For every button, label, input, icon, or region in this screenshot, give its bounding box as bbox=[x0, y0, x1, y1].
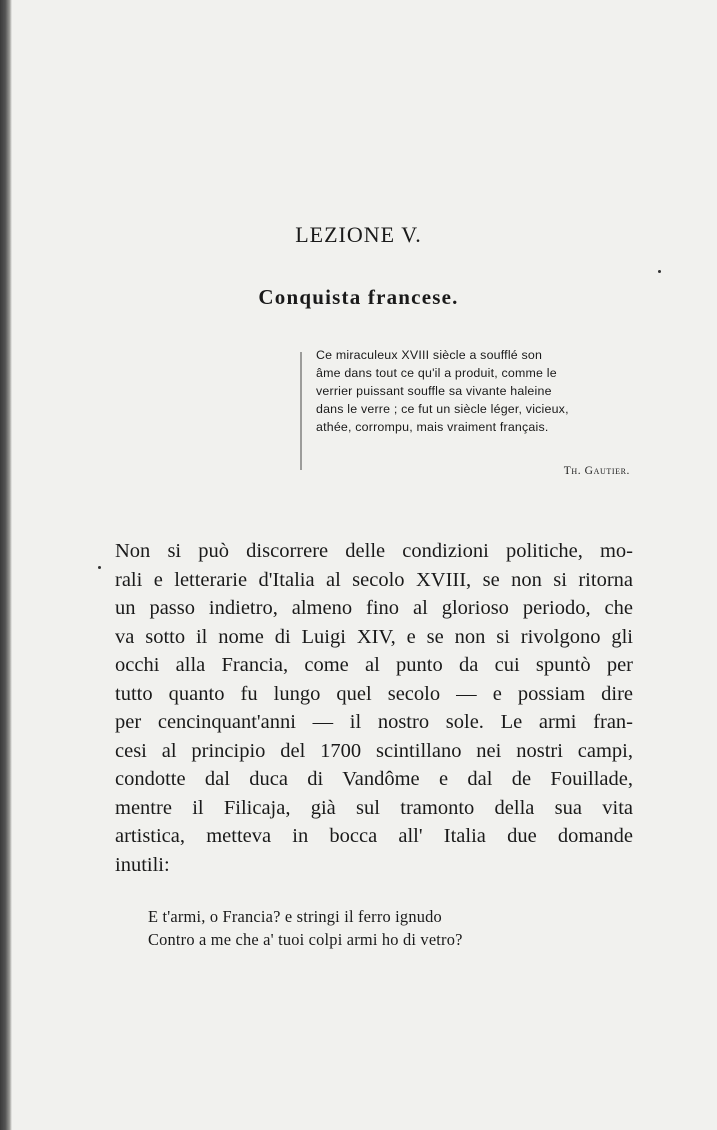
binding-shadow bbox=[0, 0, 12, 1130]
body-line: tutto quanto fu lungo quel secolo — e possiam dire bbox=[115, 682, 633, 705]
epigraph-attribution bbox=[480, 465, 630, 477]
epigraph-line: dans le verre ; ce fut un siècle léger, vicieux, bbox=[316, 402, 569, 416]
body-line: per cencinquant'anni — il nostro sole. Le armi fran- bbox=[115, 711, 633, 733]
verse-line: E t'armi, o Francia? e stringi il ferro ignudo bbox=[148, 907, 442, 926]
body-line: va sotto il nome di Luigi XIV, e se non si rivolgono gli bbox=[115, 625, 633, 648]
body-line: cesi al principio del 1700 scintillano nei nostri campi, bbox=[115, 739, 633, 762]
attribution-name: Th. Gautier. bbox=[563, 465, 630, 477]
scan-speck bbox=[98, 566, 101, 569]
epigraph bbox=[316, 346, 628, 436]
body-paragraph bbox=[115, 537, 633, 879]
body-line: mentre il Filicaja, già sul tramonto della sua vita bbox=[115, 796, 633, 819]
epigraph-line: verrier puissant souffle sa vivante haleine bbox=[316, 384, 552, 398]
body-line: Non si può discorrere delle condizioni politiche, mo- bbox=[115, 540, 633, 562]
epigraph-line: athée, corrompu, mais vraiment français. bbox=[316, 420, 549, 434]
scan-speck bbox=[658, 270, 661, 273]
chapter-heading: LEZIONE V. bbox=[295, 222, 422, 247]
verse-quotation bbox=[148, 905, 588, 951]
verse-line: Contro a me che a' tuoi colpi armi ho di vetro? bbox=[148, 930, 463, 949]
body-line: rali e letterarie d'Italia al secolo XVIII, se non si ritorna bbox=[115, 568, 633, 591]
chapter-subheading: Conquista francese. bbox=[258, 285, 459, 309]
body-line: condotte dal duca di Vandôme e dal de Fouillade, bbox=[115, 768, 633, 790]
epigraph-line: Ce miraculeux XVIII siècle a soufflé son bbox=[316, 348, 543, 362]
body-line: occhi alla Francia, come al punto da cui spuntò per bbox=[115, 654, 633, 676]
epigraph-margin-line bbox=[300, 352, 302, 470]
body-line: artistica, metteva in bocca all' Italia due domande bbox=[115, 825, 633, 847]
body-line: inutili: bbox=[115, 853, 170, 876]
body-line: un passo indietro, almeno fino al glorioso periodo, che bbox=[115, 597, 633, 619]
epigraph-line: âme dans tout ce qu'il a produit, comme le bbox=[316, 366, 557, 380]
